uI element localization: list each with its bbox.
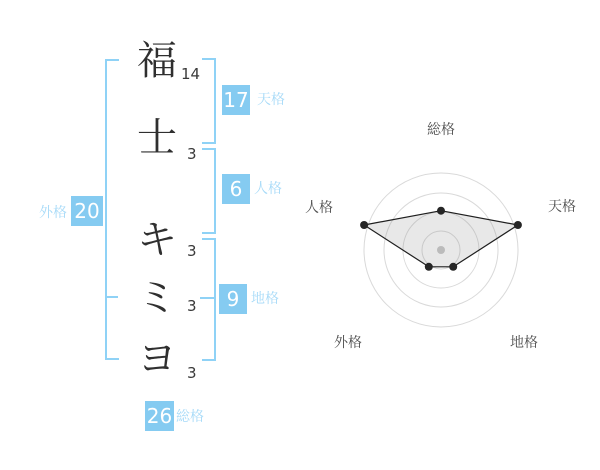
tenkaku-value-badge: 17: [222, 85, 250, 115]
soukaku-label: 総格: [176, 409, 204, 425]
tenkaku-label: 天格: [257, 92, 285, 108]
name-char-5: ヨ: [137, 336, 177, 382]
radar-data-polygon: [364, 211, 518, 267]
radar-axis-label-jinkaku: 人格: [305, 200, 333, 216]
stroke-count-4: 3: [187, 297, 197, 315]
jinkaku-value-badge: 6: [222, 174, 250, 204]
radar-axis-label-chikaku: 地格: [510, 335, 538, 351]
radar-center-dot: [437, 246, 445, 254]
chikaku-label: 地格: [251, 291, 279, 307]
radar-axis-label-soukaku: 総格: [427, 122, 455, 138]
stroke-count-3: 3: [187, 242, 197, 260]
jinkaku-label: 人格: [254, 181, 282, 197]
radar-point-chikaku: [449, 263, 457, 271]
name-char-2: 士: [137, 115, 177, 161]
chikaku-value-badge: 9: [219, 284, 247, 314]
name-char-4: ミ: [137, 275, 177, 321]
radar-point-jinkaku: [360, 221, 368, 229]
stroke-count-1: 14: [181, 65, 201, 83]
name-char-3: キ: [137, 217, 177, 263]
radar-point-soukaku: [437, 207, 445, 215]
stroke-count-5: 3: [187, 364, 197, 382]
radar-axis-label-tenkaku: 天格: [548, 199, 576, 215]
gaikaku-value-badge: 20: [71, 196, 103, 226]
radar-point-gaikaku: [425, 263, 433, 271]
soukaku-value-badge: 26: [145, 401, 174, 431]
gaikaku-label: 外格: [39, 205, 67, 221]
stroke-count-2: 3: [187, 145, 197, 163]
name-char-1: 福: [137, 38, 177, 84]
radar-axis-label-gaikaku: 外格: [334, 335, 362, 351]
radar-point-tenkaku: [514, 221, 522, 229]
